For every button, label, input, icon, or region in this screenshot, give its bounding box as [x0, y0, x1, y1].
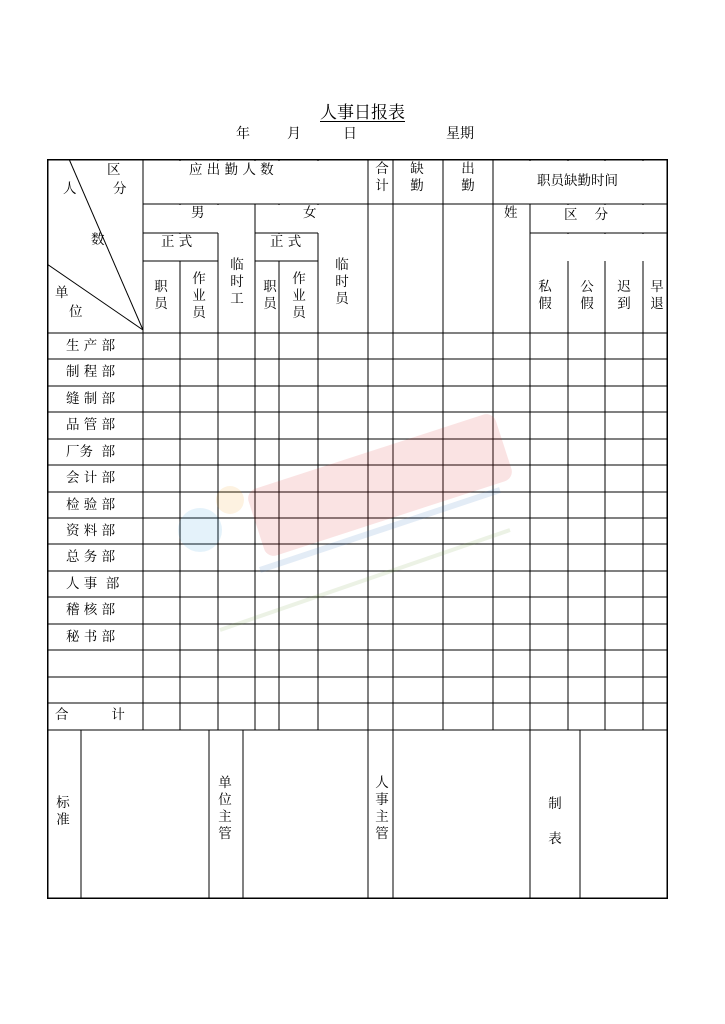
department-label: 品 管 部 — [66, 417, 116, 433]
corner-dan: 单 — [55, 285, 69, 301]
date-day: 日 — [343, 126, 357, 142]
header-staff-female: 职员 — [263, 279, 277, 312]
header-male: 男 — [191, 205, 205, 221]
title-text: 人事日报表 — [320, 103, 405, 123]
header-personal-leave: 私假 — [538, 279, 552, 312]
header-official-leave: 公假 — [580, 279, 594, 312]
header-formal-female: 正 式 — [270, 234, 302, 250]
sign-hr-supervisor: 人事主管 — [375, 775, 389, 842]
header-category: 区 分 — [564, 207, 609, 223]
header-late: 迟到 — [617, 279, 631, 312]
header-staff-male: 职员 — [154, 279, 168, 312]
table-grid — [47, 159, 668, 899]
corner-fen: 分 — [113, 181, 127, 197]
header-temp-worker: 临时工 — [230, 257, 244, 307]
header-total: 合计 — [375, 161, 389, 194]
department-label: 会 计 部 — [66, 470, 116, 486]
corner-shu: 数 — [91, 232, 105, 248]
department-label: 总 务 部 — [66, 549, 116, 565]
header-attendance-count: 应 出 勤 人 数 — [189, 162, 274, 178]
header-absent: 缺勤 — [410, 161, 424, 194]
corner-qu: 区 — [107, 162, 121, 178]
date-weekday: 星期 — [446, 126, 474, 142]
corner-wei: 位 — [69, 304, 83, 320]
page-title — [0, 98, 725, 123]
department-label: 稽 核 部 — [66, 602, 116, 618]
header-absence-time: 职员缺勤时间 — [537, 173, 618, 189]
report-table — [47, 159, 668, 899]
department-label: 秘 书 部 — [66, 629, 116, 645]
header-formal-male: 正 式 — [161, 234, 193, 250]
total-row-label: 合 计 — [55, 707, 125, 723]
date-month: 月 — [287, 126, 301, 142]
sign-prepared-by: 制表 — [548, 796, 562, 847]
header-operator-male: 作业员 — [192, 271, 206, 321]
header-temp-staff: 临时员 — [335, 257, 349, 307]
header-present: 出勤 — [461, 161, 475, 194]
department-label: 缝 制 部 — [66, 391, 116, 407]
department-label: 生 产 部 — [66, 338, 116, 354]
department-label: 厂务 部 — [66, 444, 116, 460]
header-name: 姓 — [504, 205, 518, 221]
department-label: 制 程 部 — [66, 364, 116, 380]
header-female: 女 — [303, 205, 317, 221]
header-operator-female: 作业员 — [292, 271, 306, 321]
header-early-leave: 早退 — [650, 279, 664, 312]
corner-ren: 人 — [63, 181, 77, 197]
department-label: 资 料 部 — [66, 523, 116, 539]
department-label: 检 验 部 — [66, 497, 116, 513]
department-label: 人 事 部 — [66, 576, 120, 592]
sign-unit-supervisor: 单位主管 — [218, 775, 232, 842]
date-year: 年 — [236, 126, 250, 142]
sign-standard: 标准 — [56, 795, 70, 828]
